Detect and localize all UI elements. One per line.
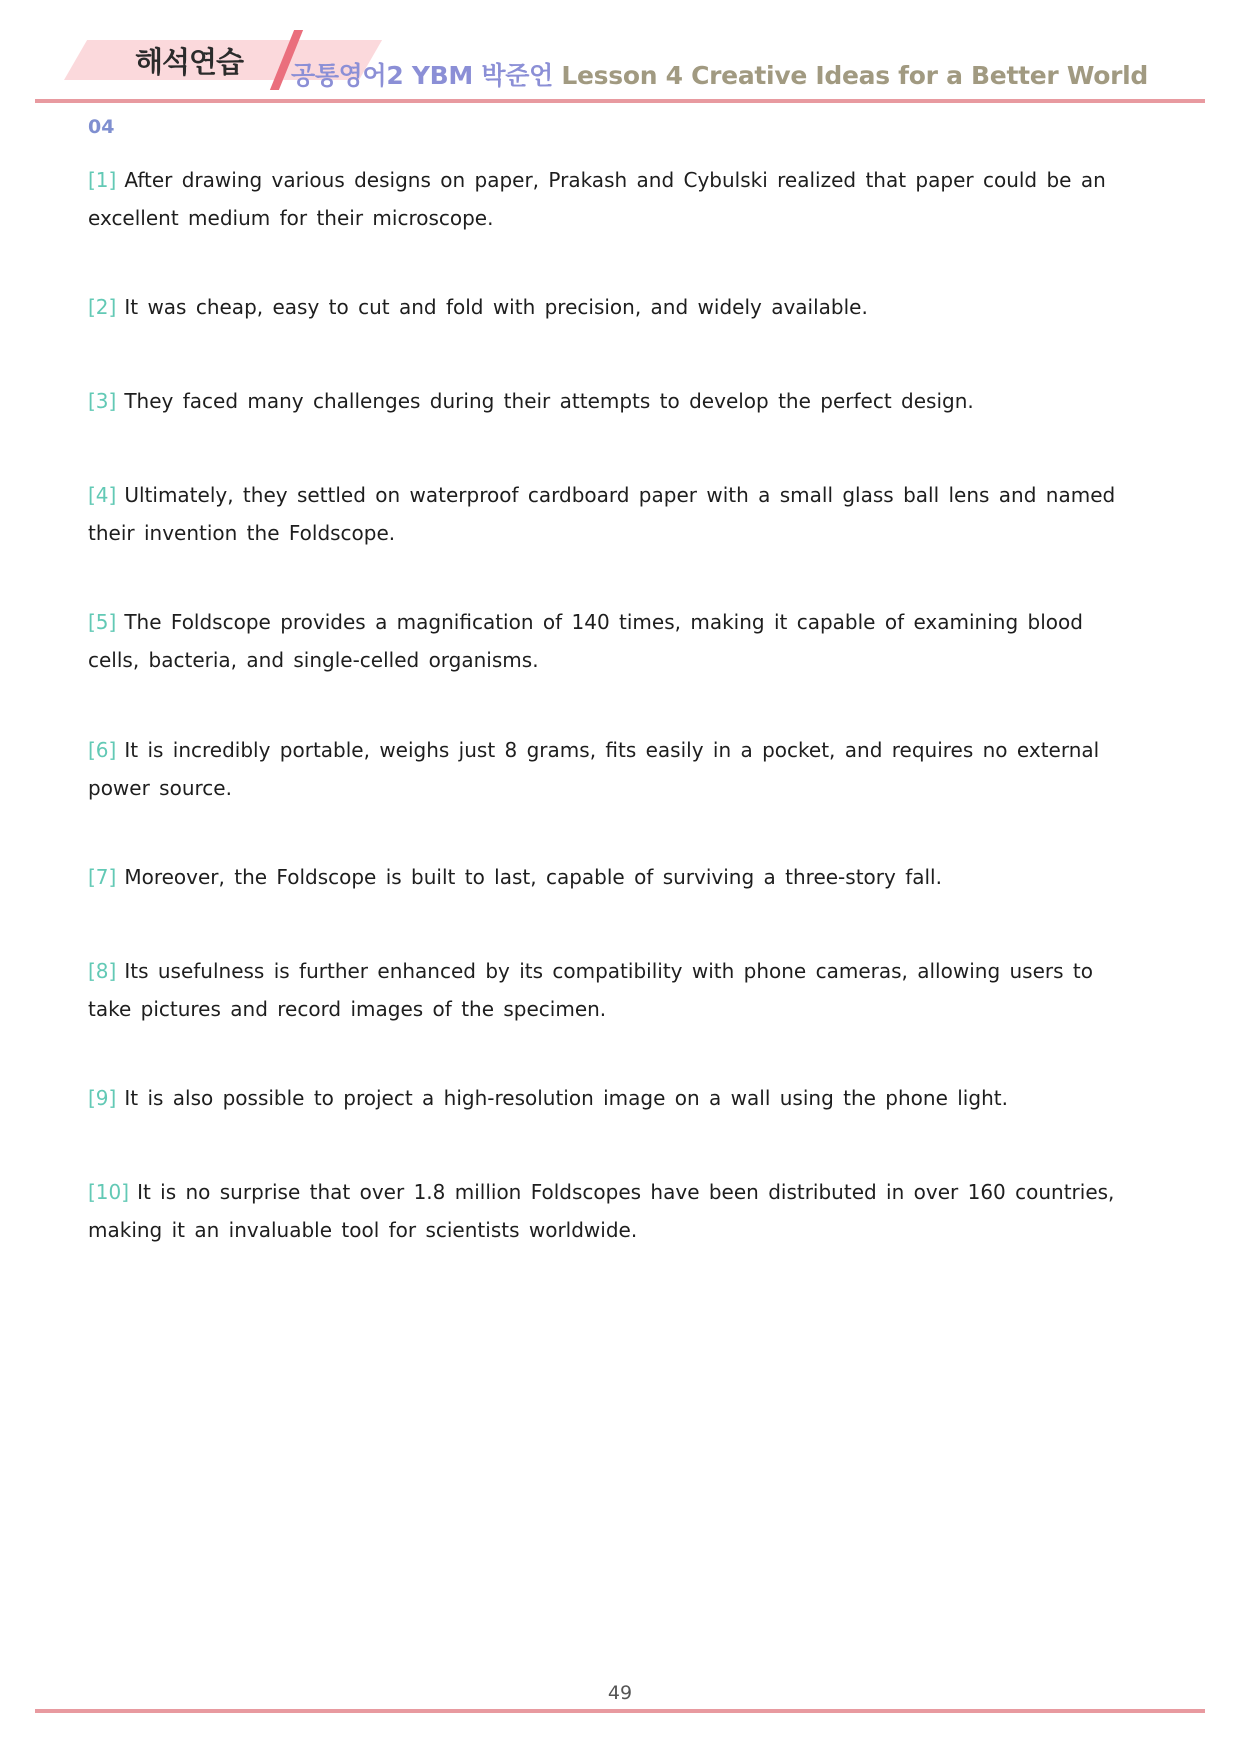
sentence-text: After drawing various designs on paper, Prakash and Cybulski realized that paper could be an excellent medium for their microscope. — [88, 168, 1106, 230]
sentence-text: It is incredibly portable, weighs just 8 grams, fits easily in a pocket, and requires no external power source. — [88, 738, 1100, 800]
page-number: 49 — [607, 1682, 633, 1704]
sentence-text: Moreover, the Foldscope is built to last, capable of surviving a three-story fall. — [124, 865, 942, 889]
sentence-4 — [88, 477, 1138, 552]
sentence-5 — [88, 604, 1138, 679]
sentence-text: Ultimately, they settled on waterproof cardboard paper with a small glass ball lens and named their invention the Foldscope. — [88, 483, 1116, 545]
sentence-tag: [4] — [88, 483, 117, 507]
sentence-tag: [1] — [88, 168, 117, 192]
sentence-8 — [88, 953, 1138, 1028]
sentence-10 — [88, 1174, 1138, 1249]
sentence-text: It is no surprise that over 1.8 million Foldscopes have been distributed in over 160 countries, making it an invaluable tool for scientists worldwide. — [88, 1180, 1115, 1242]
lesson-title: Lesson 4 Creative Ideas for a Better World — [561, 61, 1148, 90]
sentence-tag: [9] — [88, 1086, 117, 1110]
book-title: 공통영어2 YBM 박준언 — [290, 61, 553, 90]
sentence-tag: [3] — [88, 389, 117, 413]
sentence-text: They faced many challenges during their attempts to develop the perfect design. — [124, 389, 974, 413]
section-number: 04 — [88, 116, 115, 138]
sentence-7 — [88, 859, 1138, 897]
header-badge: 해석연습 — [135, 45, 244, 79]
sentence-9 — [88, 1080, 1138, 1118]
sentence-tag: [2] — [88, 295, 117, 319]
sentence-6 — [88, 732, 1138, 807]
footer-divider — [35, 1709, 1205, 1713]
sentence-text: It was cheap, easy to cut and fold with precision, and widely available. — [124, 295, 868, 319]
sentence-tag: [8] — [88, 959, 117, 983]
sentence-text: Its usefulness is further enhanced by its compatibility with phone cameras, allowing users to take pictures and record images of the specimen. — [88, 959, 1093, 1021]
sentence-tag: [5] — [88, 610, 117, 634]
header-divider — [35, 99, 1205, 103]
sentence-tag: [7] — [88, 865, 117, 889]
sentence-2 — [88, 289, 1138, 327]
sentence-text: It is also possible to project a high-resolution image on a wall using the phone light. — [124, 1086, 1008, 1110]
header-title — [291, 56, 1148, 92]
sentence-text: The Foldscope provides a magnification of 140 times, making it capable of examining blood cells, bacteria, and single-celled organisms. — [88, 610, 1083, 672]
sentence-1 — [88, 162, 1138, 237]
sentence-3 — [88, 383, 1138, 421]
sentence-tag: [6] — [88, 738, 117, 762]
sentence-tag: [10] — [88, 1180, 130, 1204]
